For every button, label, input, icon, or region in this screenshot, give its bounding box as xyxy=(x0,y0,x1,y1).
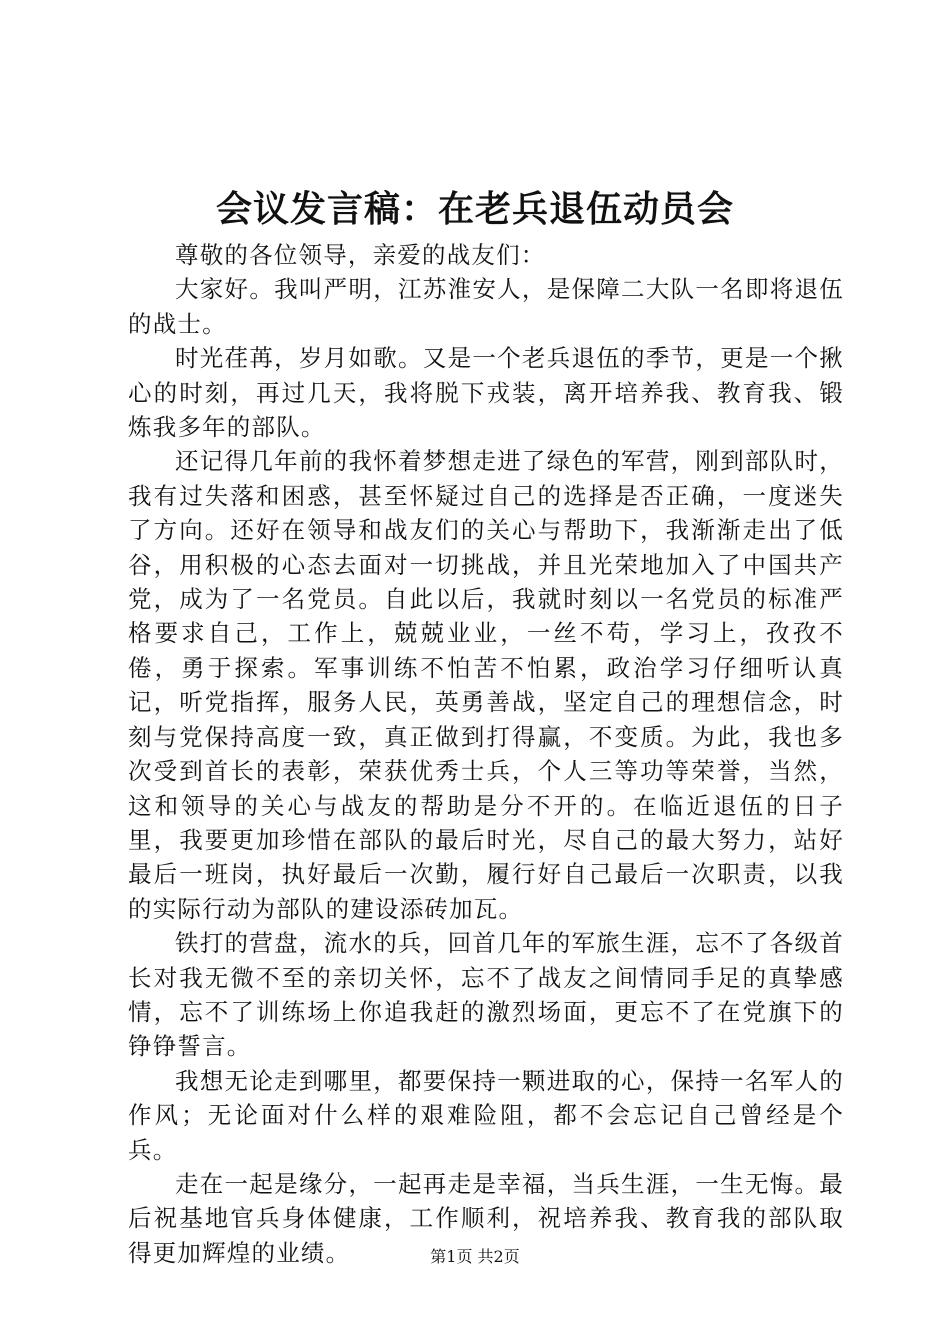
body-paragraph: 时光荏苒，岁月如歌。又是一个老兵退伍的季节，更是一个揪心的时刻，再过几天，我将脱下戎装，离开培养我、教育我、锻炼我多年的部队。 xyxy=(128,344,844,442)
salutation-paragraph: 尊敬的各位领导，亲爱的战友们： xyxy=(175,241,546,269)
page-number-footer: 第1页 共2页 xyxy=(430,1247,520,1266)
body-paragraph: 我想无论走到哪里，都要保持一颗进取的心，保持一名军人的作风；无论面对什么样的艰难险阻，都不会忘记自己曾经是个兵。 xyxy=(128,1066,844,1164)
document-title: 会议发言稿：在老兵退伍动员会 xyxy=(215,188,734,230)
document-body xyxy=(128,238,844,1270)
body-paragraph: 走在一起是缘分，一起再走是幸福，当兵生涯，一生无悔。最后祝基地官兵身体健康，工作顺利，祝培养我、教育我的部队取得更加辉煌的业绩。 xyxy=(128,1169,844,1267)
body-paragraph: 大家好。我叫严明，江苏淮安人，是保障二大队一名即将退伍的战士。 xyxy=(128,275,844,338)
body-paragraph: 还记得几年前的我怀着梦想走进了绿色的军营，刚到部队时，我有过失落和困惑，甚至怀疑过自己的选择是否正确，一度迷失了方向。还好在领导和战友们的关心与帮助下，我渐渐走出了低谷，用积极的心态去面对一切挑战，并且光荣地加入了中国共产党，成为了一名党员。自此以后，我就时刻以一名党员的标准严格要求自己，工作上，兢兢业业，一丝不苟，学习上，孜孜不倦，勇于探索。军事训练不怕苦不怕累，政治学习仔细听认真记，听党指挥，服务人民，英勇善战，坚定自己的理想信念，时刻与党保持高度一致，真正做到打得赢，不变质。为此，我也多次受到首长的表彰，荣获优秀士兵，个人三等功等荣誉，当然，这和领导的关心与战友的帮助是分不开的。在临近退伍的日子里，我要更加珍惜在部队的最后时光，尽自己的最大努力，站好最后一班岗，执好最后一次勤，履行好自己最后一次职责，以我的实际行动为部队的建设添砖加瓦。 xyxy=(128,447,844,923)
body-paragraph: 铁打的营盘，流水的兵，回首几年的军旅生涯，忘不了各级首长对我无微不至的亲切关怀，忘不了战友之间情同手足的真挚感情，忘不了训练场上你追我赶的激烈场面，更忘不了在党旗下的铮铮誓言。 xyxy=(128,929,844,1061)
